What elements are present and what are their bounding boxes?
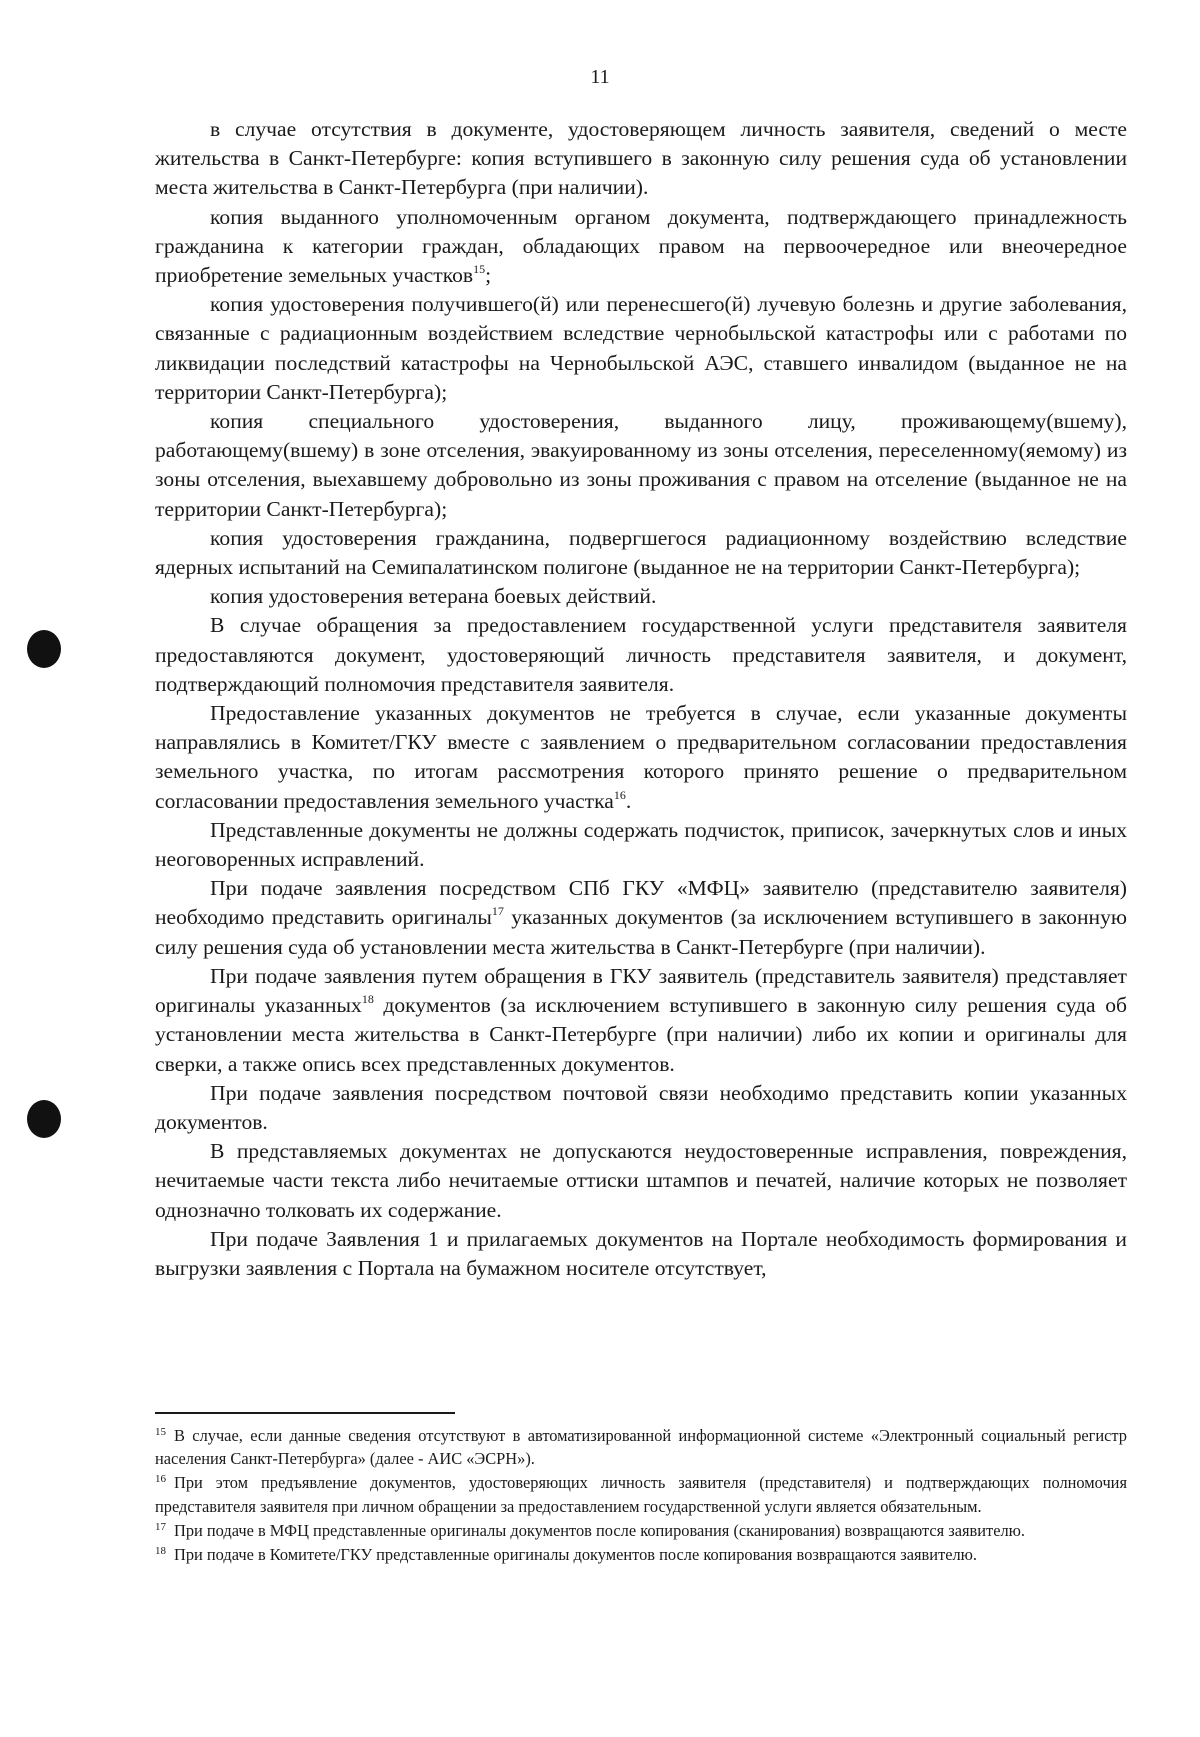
- document-body: [155, 115, 1127, 1283]
- footnote: $^{15}$ В случае, если данные сведения отсутствуют в автоматизированной информационной системе «Электронный социальный регистр населения Санкт-Петербурга» (далее - АИС «ЭСРН»).: [155, 1426, 1127, 1469]
- footnote: $^{17}$ При подаче в МФЦ представленные оригиналы документов после копирования (сканирования) возвращаются заявителю.: [155, 1520, 1026, 1540]
- paragraph: копия выданного уполномоченным органом документа, подтверждающего принадлежность гражданина к категории граждан, обладающих правом на первоочередное или внеочередное приобретение земельных участков$^{15}$;: [155, 204, 1127, 288]
- footnote-ref: 15: [473, 262, 486, 277]
- footnote: $^{16}$ При этом предъявление документов, удостоверяющих личность заявителя (представителя) и подтверждающих полномочия представителя заявителя при личном обращении за предоставлением государственной услуги является обязательным.: [155, 1473, 1127, 1516]
- punch-hole: [27, 630, 61, 668]
- footnote-divider: [155, 1412, 455, 1414]
- paragraph: При подаче заявления посредством СПб ГКУ «МФЦ» заявителю (представителю заявителя) необходимо представить оригиналы$^{17}$ указанных документов (за исключением вступившего в законную силу решения суда об установлении места жительства в Санкт-Петербурге (при наличии).: [155, 876, 1127, 959]
- footnote-mark: 17: [155, 1520, 166, 1533]
- footnote-ref: 18: [361, 992, 374, 1007]
- paragraph: копия удостоверения гражданина, подвергшегося радиационному воздействию вследствие ядерных испытаний на Семипалатинском полигоне (выданное не на территории Санкт-Петербурга);: [155, 525, 1127, 580]
- paragraph: копия удостоверения получившего(й) или перенесшего(й) лучевую болезнь и другие заболевания, связанные с радиационным воздействием вследствие чернобыльской катастрофы или с работами по ликвидации последствий катастрофы на Чернобыльской АЭС, ставшего инвалидом (выданное не на территории Санкт-Петербурга);: [155, 292, 1127, 404]
- punch-hole: [27, 1100, 61, 1138]
- paragraph: Предоставление указанных документов не требуется в случае, если указанные документы направлялись в Комитет/ГКУ вместе с заявлением о предварительном согласовании предоставления земельного участка, по итогам рассмотрения которого принято решение о предварительном согласовании предоставления земельного участка$^{16}$.: [155, 701, 1127, 813]
- paragraph: При подаче заявления путем обращения в ГКУ заявитель (представитель заявителя) представляет оригиналы указанных$^{18}$ документов (за исключением вступившего в законную силу решения суда об установлении места жительства в Санкт-Петербурге (при наличии) либо их копии и оригиналы для сверки, а также опись всех представленных документов.: [155, 963, 1127, 1076]
- footnotes: [155, 1424, 1127, 1567]
- footnote: $^{18}$ При подаче в Комитете/ГКУ представленные оригиналы документов после копирования возвращаются заявителю.: [155, 1545, 978, 1565]
- paragraph: В случае обращения за предоставлением государственной услуги представителя заявителя предоставляются документ, удостоверяющий личность представителя заявителя, и документ, подтверждающий полномочия представителя заявителя.: [155, 613, 1127, 696]
- footnote-mark: 15: [155, 1426, 166, 1438]
- paragraph: в случае отсутствия в документе, удостоверяющем личность заявителя, сведений о месте жительства в Санкт-Петербурге: копия вступившего в законную силу решения суда об установлении места жительства в Санкт-Петербурга (при наличии).: [155, 117, 1127, 200]
- paragraph: При подаче Заявления 1 и прилагаемых документов на Портале необходимость формирования и выгрузки заявления с Портала на бумажном носителе отсутствует,: [155, 1226, 1127, 1280]
- paragraph: В представляемых документах не допускаются неудостоверенные исправления, повреждения, нечитаемые части текста либо нечитаемые оттиски штампов и печатей, наличие которых не позволяет однозначно толковать их содержание.: [155, 1139, 1127, 1222]
- paragraph: При подаче заявления посредством почтовой связи необходимо представить копии указанных документов.: [155, 1080, 1127, 1134]
- paragraph: копия удостоверения ветерана боевых действий.: [210, 584, 657, 609]
- page-number: 11: [590, 66, 610, 88]
- paragraph: Представленные документы не должны содержать подчисток, приписок, зачеркнутых слов и иных неоговоренных исправлений.: [155, 817, 1127, 872]
- footnote-ref: 17: [491, 904, 504, 919]
- footnote-mark: 16: [155, 1473, 166, 1486]
- paragraph: копия специального удостоверения, выданного лицу, проживающему(вшему), работающему(вшему) в зоне отселения, эвакуированному из зоны отселения, переселенному(яемому) из зоны отселения, выехавшему добровольно из зоны проживания с правом на отселение (выданное не на территории Санкт-Петербурга);: [155, 409, 1127, 521]
- footnote-mark: 18: [155, 1545, 166, 1558]
- footnote-ref: 16: [613, 787, 626, 802]
